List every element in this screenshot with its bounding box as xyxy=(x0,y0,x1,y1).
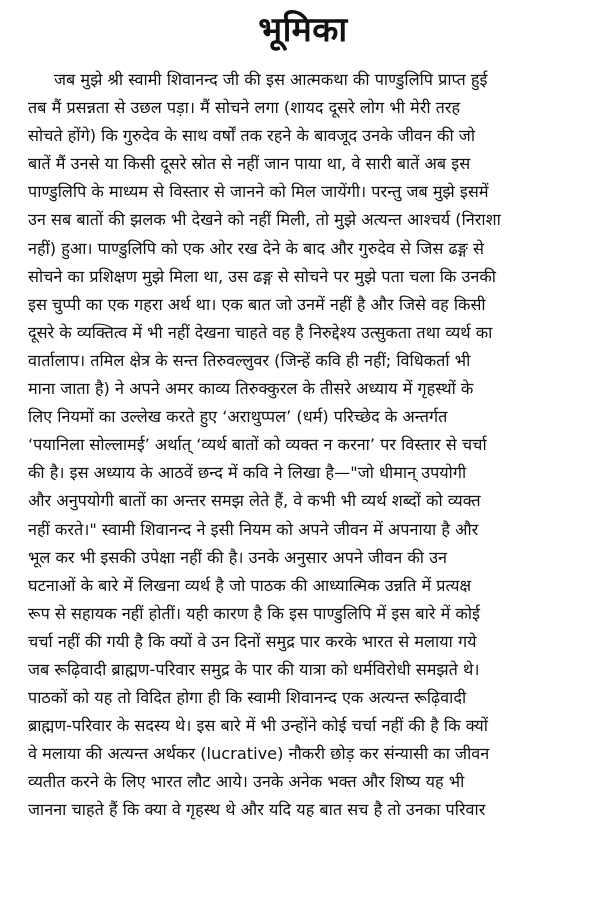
text-line: पाण्डुलिपि के माध्यम से विस्तार से जानने को मिल जायेंगी। परन्तु जब मुझे इसमें xyxy=(28,182,489,202)
text-line: वे मलाया की अत्यन्त अर्थकर (lucrative) नौकरी छोड़ कर संन्यासी का जीवन xyxy=(28,744,490,764)
text-line: पाठकों को यह तो विदित होगा ही कि स्वामी शिवानन्द एक अत्यन्त रूढ़िवादी xyxy=(28,688,467,708)
text-line: घटनाओं के बारे में लिखना व्यर्थ है जो पाठक की आध्यात्मिक उन्नति में प्रत्यक्ष xyxy=(28,575,472,595)
text-line: रूप से सहायक नहीं होतीं। यही कारण है कि इस पाण्डुलिपि में इस बारे में कोई xyxy=(28,603,480,623)
text-line: ‘पयानिला सोल्लामई’ अर्थात् ‘व्यर्थ बातों को व्यक्त न करना’ पर विस्तार से चर्चा xyxy=(28,435,487,455)
text-line: चर्चा नहीं की गयी है कि क्यों वे उन दिनों समुद्र पार करके भारत से मलाया गये xyxy=(28,631,477,651)
text-line: ब्राह्मण-परिवार के सदस्य थे। इस बारे में भी उन्होंने कोई चर्चा नहीं की है कि क्यों xyxy=(28,716,488,736)
text-line: की है। इस अध्याय के आठवें छन्द में कवि ने लिखा है—"जो धीमान् उपयोगी xyxy=(28,463,467,483)
text-line: लिए नियमों का उल्लेख करते हुए ‘अराथुप्पल’ (धर्म) परिच्छेद के अन्तर्गत xyxy=(28,407,448,427)
text-line: बातें मैं उनसे या किसी दूसरे स्रोत से नहीं जान पाया था, वे सारी बातें अब इस xyxy=(28,154,471,174)
text-line: तब मैं प्रसन्नता से उछल पड़ा। मैं सोचने लगा (शायद दूसरे लोग भी मेरी तरह xyxy=(28,98,461,118)
text-line: नहीं) हुआ। पाण्डुलिपि को एक ओर रख देने के बाद और गुरुदेव से जिस ढङ्ग से xyxy=(28,238,484,258)
text-line: दूसरे के व्यक्तित्व में भी नहीं देखना चाहते वह है निरुद्देश्य उत्सुकता तथा व्यर्थ का xyxy=(28,322,493,342)
text-line: भूल कर भी इसकी उपेक्षा नहीं की है। उनके अनुसार अपने जीवन की उन xyxy=(28,547,447,567)
text-line: सोचते होंगे) कि गुरुदेव के साथ वर्षों तक रहने के बावजूद उनके जीवन की जो xyxy=(28,126,476,146)
text-line: जब रूढ़िवादी ब्राह्मण-परिवार समुद्र के पार की यात्रा को धर्मविरोधी समझते थे। xyxy=(28,659,480,679)
text-line: सोचने का प्रशिक्षण मुझे मिला था, उस ढङ्ग से सोचने पर मुझे पता चला कि उनकी xyxy=(28,266,496,286)
text-line: और अनुपयोगी बातों का अन्तर समझ लेते हैं, वे कभी भी व्यर्थ शब्दों को व्यक्त xyxy=(28,491,481,511)
text-line: जानना चाहते हैं कि क्या वे गृहस्थ थे और यदि यह बात सच है तो उनका परिवार xyxy=(28,800,486,820)
text-line: जब मुझे श्री स्वामी शिवानन्द जी की इस आत्मकथा की पाण्डुलिपि प्राप्त हुई xyxy=(54,70,488,89)
text-line: इस चुप्पी का एक गहरा अर्थ था। एक बात जो उनमें नहीं है और जिसे वह किसी xyxy=(28,294,486,314)
text-line: व्यतीत करने के लिए भारत लौट आये। उनके अनेक भक्त और शिष्य यह भी xyxy=(28,772,465,792)
text-line: माना जाता है) ने अपने अमर काव्य तिरुक्कुरल के तीसरे अध्याय में गृहस्थों के xyxy=(28,379,474,399)
text-line: वार्तालाप। तमिल क्षेत्र के सन्त तिरुवल्लुवर (जिन्हें कवि ही नहीं; विधिकर्ता भी xyxy=(28,350,471,370)
text-line: उन सब बातों की झलक भी देखने को नहीं मिली, तो मुझे अत्यन्त आश्चर्य (निराशा xyxy=(28,210,501,230)
body-text xyxy=(28,66,578,825)
page-title: भूमिका xyxy=(258,10,348,50)
text-line: नहीं करते।" स्वामी शिवानन्द ने इसी नियम को अपने जीवन में अपनाया है और xyxy=(28,519,479,539)
